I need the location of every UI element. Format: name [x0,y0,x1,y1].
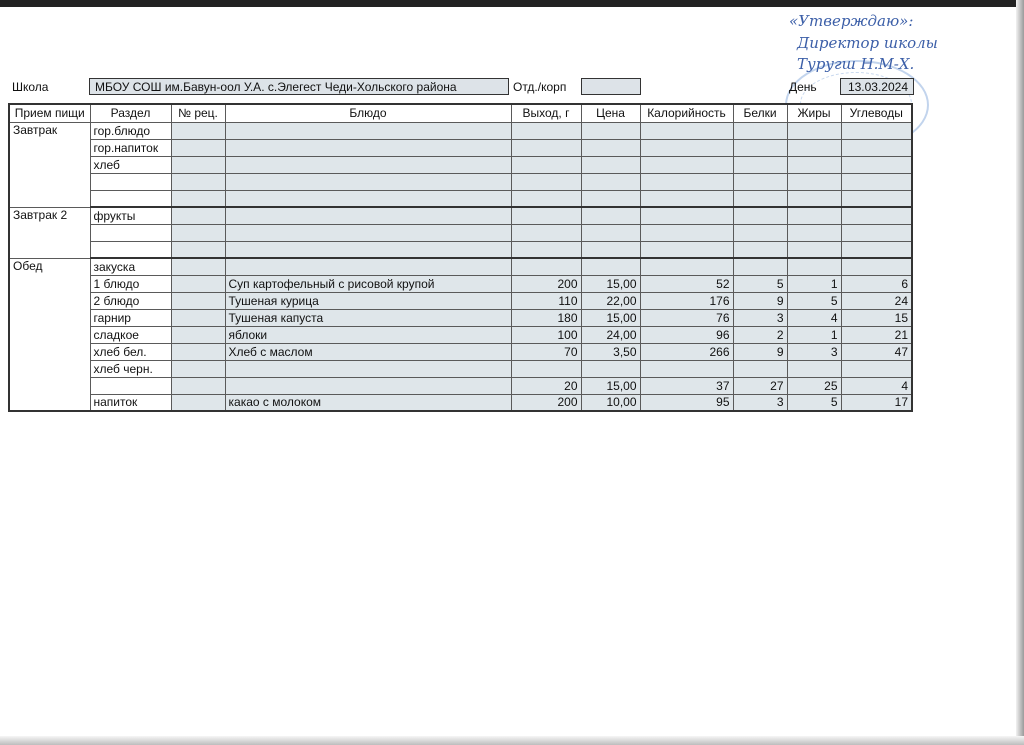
protein-cell[interactable] [733,258,787,275]
price-cell[interactable]: 3,50 [581,343,640,360]
section-cell: напиток [90,394,171,411]
section-cell: хлеб черн. [90,360,171,377]
table-row [9,173,912,190]
protein-cell[interactable] [733,207,787,224]
fat-cell[interactable] [787,258,841,275]
price-cell[interactable]: 24,00 [581,326,640,343]
fat-cell[interactable] [787,207,841,224]
carbs-cell[interactable] [841,360,912,377]
dish-cell[interactable] [225,241,511,258]
rec-cell[interactable] [171,275,225,292]
dept-field[interactable] [581,78,641,95]
table-row [9,377,912,394]
fat-cell[interactable]: 1 [787,326,841,343]
protein-cell[interactable] [733,224,787,241]
column-header-price-col: Цена [581,104,640,122]
column-header-rec-col: № рец. [171,104,225,122]
yield-cell[interactable] [511,360,581,377]
price-cell[interactable] [581,224,640,241]
dish-cell[interactable]: яблоки [225,326,511,343]
column-header-meal-col: Прием пищи [9,104,90,122]
column-header-calories-col: Калорийность [640,104,733,122]
table-row [9,190,912,207]
cal-cell[interactable]: 37 [640,377,733,394]
yield-cell[interactable] [511,122,581,139]
section-cell: закуска [90,258,171,275]
rec-cell[interactable] [171,394,225,411]
protein-cell[interactable]: 2 [733,326,787,343]
cal-cell[interactable]: 76 [640,309,733,326]
carbs-cell[interactable]: 24 [841,292,912,309]
yield-cell[interactable]: 200 [511,394,581,411]
dish-cell[interactable] [225,173,511,190]
cal-cell[interactable] [640,224,733,241]
dish-cell[interactable]: Тушеная курица [225,292,511,309]
rec-cell[interactable] [171,309,225,326]
day-field[interactable]: 13.03.2024 [840,78,914,95]
section-cell [90,190,171,207]
scan-edge-right [1016,0,1024,745]
dish-cell[interactable] [225,224,511,241]
table-row [9,241,912,258]
price-cell[interactable] [581,360,640,377]
table-row [9,156,912,173]
section-cell: хлеб бел. [90,343,171,360]
section-cell [90,224,171,241]
carbs-cell[interactable] [841,156,912,173]
price-cell[interactable] [581,258,640,275]
table-row [9,343,912,360]
carbs-cell[interactable] [841,173,912,190]
rec-cell[interactable] [171,292,225,309]
cal-cell[interactable] [640,156,733,173]
dish-cell[interactable]: Суп картофельный с рисовой крупой [225,275,511,292]
protein-cell[interactable] [733,360,787,377]
section-cell [90,377,171,394]
table-row [9,360,912,377]
dish-cell[interactable]: какао с молоком [225,394,511,411]
rec-cell[interactable] [171,139,225,156]
dept-label: Отд./корп [513,80,567,94]
yield-cell[interactable]: 70 [511,343,581,360]
fat-cell[interactable] [787,241,841,258]
dish-cell[interactable] [225,360,511,377]
fat-cell[interactable] [787,360,841,377]
fat-cell[interactable]: 5 [787,394,841,411]
column-header-carbs-col: Углеводы [841,104,912,122]
price-cell[interactable] [581,173,640,190]
rec-cell[interactable] [171,258,225,275]
protein-cell[interactable]: 9 [733,292,787,309]
cal-cell[interactable] [640,173,733,190]
column-header-dish-col: Блюдо [225,104,511,122]
cal-cell[interactable]: 266 [640,343,733,360]
table-row [9,224,912,241]
approval-line-3: Туругш Н.М-Х. [797,55,915,73]
table-row [9,258,912,275]
table-row [9,139,912,156]
table-row [9,309,912,326]
rec-cell[interactable] [171,207,225,224]
fat-cell[interactable]: 4 [787,309,841,326]
rec-cell[interactable] [171,122,225,139]
yield-cell[interactable] [511,224,581,241]
carbs-cell[interactable] [841,224,912,241]
cal-cell[interactable] [640,241,733,258]
table-row [9,275,912,292]
fat-cell[interactable] [787,173,841,190]
section-cell: гор.напиток [90,139,171,156]
column-header-fat-col: Жиры [787,104,841,122]
cal-cell[interactable] [640,139,733,156]
meal-name-cell: Обед [9,258,90,411]
table-row [9,394,912,411]
carbs-cell[interactable] [841,207,912,224]
column-header-yield-col: Выход, г [511,104,581,122]
protein-cell[interactable]: 27 [733,377,787,394]
price-cell[interactable]: 10,00 [581,394,640,411]
yield-cell[interactable]: 110 [511,292,581,309]
section-cell: гор.блюдо [90,122,171,139]
yield-cell[interactable]: 180 [511,309,581,326]
protein-cell[interactable] [733,156,787,173]
price-cell[interactable] [581,156,640,173]
table-row [9,292,912,309]
rec-cell[interactable] [171,173,225,190]
price-cell[interactable] [581,139,640,156]
carbs-cell[interactable] [841,258,912,275]
carbs-cell[interactable]: 15 [841,309,912,326]
fat-cell[interactable] [787,122,841,139]
price-cell[interactable]: 15,00 [581,377,640,394]
fat-cell[interactable]: 5 [787,292,841,309]
column-header-protein-col: Белки [733,104,787,122]
carbs-cell[interactable] [841,122,912,139]
protein-cell[interactable] [733,190,787,207]
dish-cell[interactable] [225,156,511,173]
rec-cell[interactable] [171,377,225,394]
price-cell[interactable]: 22,00 [581,292,640,309]
cal-cell[interactable] [640,190,733,207]
column-header-section-col: Раздел [90,104,171,122]
price-cell[interactable] [581,241,640,258]
fat-cell[interactable] [787,190,841,207]
carbs-cell[interactable] [841,190,912,207]
dish-cell[interactable]: Тушеная капуста [225,309,511,326]
yield-cell[interactable] [511,156,581,173]
carbs-cell[interactable]: 4 [841,377,912,394]
cal-cell[interactable]: 52 [640,275,733,292]
protein-cell[interactable]: 3 [733,394,787,411]
dish-cell[interactable] [225,377,511,394]
rec-cell[interactable] [171,190,225,207]
cal-cell[interactable] [640,360,733,377]
protein-cell[interactable] [733,173,787,190]
yield-cell[interactable]: 100 [511,326,581,343]
fat-cell[interactable] [787,156,841,173]
carbs-cell[interactable]: 6 [841,275,912,292]
price-cell[interactable]: 15,00 [581,309,640,326]
section-cell: 2 блюдо [90,292,171,309]
yield-cell[interactable]: 20 [511,377,581,394]
section-cell [90,241,171,258]
approval-handwriting [775,6,985,78]
meal-name-cell: Завтрак 2 [9,207,90,258]
day-label: День [789,80,817,94]
rec-cell[interactable] [171,343,225,360]
yield-cell[interactable]: 200 [511,275,581,292]
cal-cell[interactable] [640,258,733,275]
fat-cell[interactable] [787,224,841,241]
section-cell: 1 блюдо [90,275,171,292]
protein-cell[interactable]: 5 [733,275,787,292]
menu-table [8,103,913,412]
protein-cell[interactable]: 9 [733,343,787,360]
dish-cell[interactable]: Хлеб с маслом [225,343,511,360]
approval-line-1: «Утверждаю»: [789,12,914,30]
protein-cell[interactable] [733,241,787,258]
carbs-cell[interactable]: 47 [841,343,912,360]
table-row [9,122,912,139]
carbs-cell[interactable]: 21 [841,326,912,343]
yield-cell[interactable] [511,190,581,207]
carbs-cell[interactable] [841,139,912,156]
protein-cell[interactable] [733,139,787,156]
cal-cell[interactable]: 176 [640,292,733,309]
dish-cell[interactable] [225,258,511,275]
section-cell: сладкое [90,326,171,343]
fat-cell[interactable]: 3 [787,343,841,360]
dish-cell[interactable] [225,190,511,207]
fat-cell[interactable] [787,139,841,156]
protein-cell[interactable]: 3 [733,309,787,326]
section-cell: фрукты [90,207,171,224]
rec-cell[interactable] [171,241,225,258]
section-cell: гарнир [90,309,171,326]
yield-cell[interactable] [511,241,581,258]
cal-cell[interactable] [640,207,733,224]
section-cell: хлеб [90,156,171,173]
carbs-cell[interactable]: 17 [841,394,912,411]
rec-cell[interactable] [171,156,225,173]
fat-cell[interactable]: 25 [787,377,841,394]
table-row [9,326,912,343]
approval-line-2: Директор школы [797,34,938,52]
meal-name-cell: Завтрак [9,122,90,207]
price-cell[interactable]: 15,00 [581,275,640,292]
table-row [9,207,912,224]
rec-cell[interactable] [171,360,225,377]
table-header-row [9,104,912,122]
price-cell[interactable] [581,122,640,139]
protein-cell[interactable] [733,122,787,139]
cal-cell[interactable]: 96 [640,326,733,343]
school-label: Школа [12,80,49,94]
cal-cell[interactable] [640,122,733,139]
yield-cell[interactable] [511,139,581,156]
carbs-cell[interactable] [841,241,912,258]
yield-cell[interactable] [511,207,581,224]
fat-cell[interactable]: 1 [787,275,841,292]
dish-cell[interactable] [225,122,511,139]
cal-cell[interactable]: 95 [640,394,733,411]
yield-cell[interactable] [511,258,581,275]
school-name-field[interactable]: МБОУ СОШ им.Бавун-оол У.А. с.Элегест Чеди-Хольского района [89,78,509,95]
price-cell[interactable] [581,207,640,224]
rec-cell[interactable] [171,326,225,343]
dish-cell[interactable] [225,207,511,224]
section-cell [90,173,171,190]
dish-cell[interactable] [225,139,511,156]
price-cell[interactable] [581,190,640,207]
scan-edge-bottom [0,736,1024,745]
yield-cell[interactable] [511,173,581,190]
rec-cell[interactable] [171,224,225,241]
